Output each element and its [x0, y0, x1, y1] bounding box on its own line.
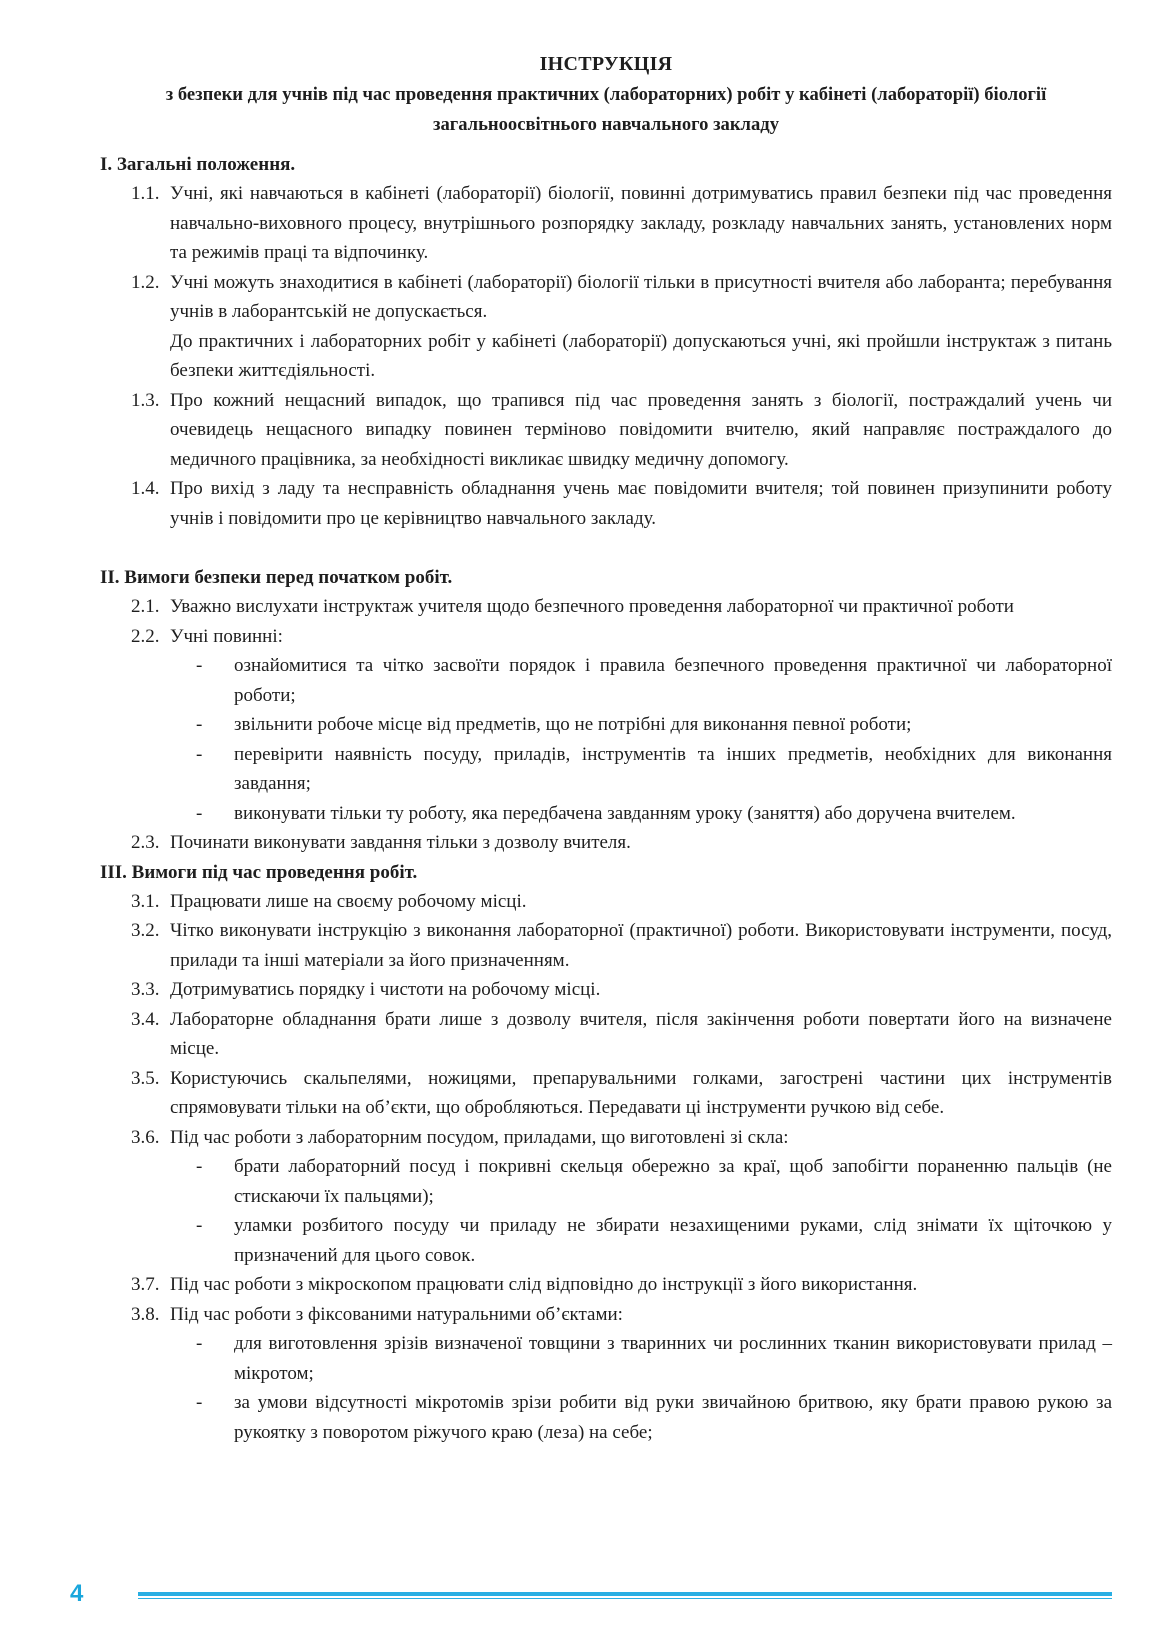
clause-number: 1.4. [131, 478, 160, 499]
bullet-item [100, 799, 1112, 829]
bullet-item [100, 710, 1112, 740]
bullet-dash: - [196, 1333, 203, 1354]
section-heading: I. Загальні положення. [100, 154, 296, 175]
page-number: 4 [70, 1580, 84, 1607]
clause-text: Під час роботи з мікроскопом працювати слід відповідно до інструкції з його використання. [170, 1274, 918, 1295]
clause-item [100, 828, 1112, 858]
clause-text-continued: До практичних і лабораторних робіт у кабінеті (лабораторії) допускаються учні, які пройшли інструктаж з питань безпеки життєдіяльності. [170, 330, 1112, 381]
clause-text: Починати виконувати завдання тільки з дозволу вчителя. [170, 832, 631, 853]
bullet-dash: - [196, 1156, 203, 1177]
clause-item [100, 1005, 1112, 1064]
footer-rule-thin [138, 1598, 1112, 1599]
bullet-text: виконувати тільки ту роботу, яка передбачена завданням уроку (заняття) або доручена вчителем. [234, 802, 1016, 824]
bullet-dash: - [196, 1392, 203, 1413]
clause-item [100, 1270, 1112, 1300]
clause-number: 3.7. [131, 1274, 160, 1295]
clause-text: Під час роботи з фіксованими натуральними об’єктами: [170, 1303, 623, 1325]
clause-text: Про кожний нещасний випадок, що трапився під час проведення занять з біології, постраждалий учень чи очевидець нещасного випадку повинен терміново повідомити вчителю, який направляє постраждалого до медичного працівника, за необхідності викликає швидку медичну допомогу. [170, 389, 1112, 470]
clause-item [100, 386, 1112, 475]
bullet-text: за умови відсутності мікротомів зрізи робити від руки звичайною бритвою, яку брати правою рукою за рукоятку з поворотом ріжучого краю (леза) на себе; [234, 1392, 1112, 1443]
clause-number: 3.8. [131, 1303, 160, 1325]
bullet-text: ознайомитися та чітко засвоїти порядок і правила безпечного проведення практичної чи лабораторної роботи; [234, 655, 1112, 706]
bullet-dash: - [196, 1215, 203, 1236]
clause-item [100, 474, 1112, 533]
clause-number: 3.4. [131, 1008, 160, 1030]
footer-rule [138, 1592, 1112, 1596]
subtitle-line-1: з безпеки для учнів під час проведення практичних (лабораторних) робіт у кабінеті (лабораторії) біології [165, 84, 1047, 105]
clause-item [100, 268, 1112, 386]
bullet-text: для виготовлення зрізів визначеної товщини з тваринних чи рослинних тканин використовувати прилад – мікротом; [234, 1333, 1112, 1384]
document-subtitle [100, 80, 1112, 140]
clause-text: Уважно вислухати інструктаж учителя щодо безпечного проведення лабораторної чи практичної роботи [170, 596, 1014, 617]
clause-text: Працювати лише на своєму робочому місці. [170, 890, 527, 912]
bullet-item [100, 1211, 1112, 1270]
bullet-text: перевірити наявність посуду, приладів, інструментів та інших предметів, необхідних для виконання завдання; [234, 743, 1112, 794]
clause-item [100, 975, 1112, 1005]
bullet-dash: - [196, 714, 203, 735]
clause-text: Про вихід з ладу та несправність обладнання учень має повідомити вчителя; той повинен призупинити роботу учнів і повідомити про це керівництво навчального закладу. [170, 478, 1112, 529]
clause-number: 2.3. [131, 832, 160, 853]
bullet-item [100, 1329, 1112, 1388]
bullet-list [100, 1152, 1112, 1270]
clause-number: 3.6. [131, 1126, 160, 1148]
document-page [100, 50, 1112, 1447]
sections-container [100, 150, 1112, 1447]
clause-item [100, 1123, 1112, 1153]
clause-item [100, 179, 1112, 268]
clause-number: 1.1. [131, 183, 160, 204]
clause-text: Чітко виконувати інструкцію з виконання лабораторної (практичної) роботи. Використовувати інструменти, посуд, прилади та інші матеріали за його призначенням. [170, 920, 1112, 971]
bullet-item [100, 651, 1112, 710]
section-heading: III. Вимоги під час проведення робіт. [100, 861, 418, 883]
clause-text: Під час роботи з лабораторним посудом, приладами, що виготовлені зі скла: [170, 1126, 789, 1148]
document-title: ІНСТРУКЦІЯ [539, 53, 673, 75]
bullet-text: брати лабораторний посуд і покривні скельця обережно за краї, щоб запобігти пораненню пальців (не стискаючи їх пальцями); [234, 1156, 1112, 1207]
clause-item [100, 1300, 1112, 1330]
clause-text: Лабораторне обладнання брати лише з дозволу вчителя, після закінчення роботи повертати його на визначене місце. [170, 1008, 1112, 1059]
section-heading: II. Вимоги безпеки перед початком робіт. [100, 567, 453, 588]
clause-text: Учні, які навчаються в кабінеті (лабораторії) біології, повинні дотримуватись правил безпеки під час проведення навчально-виховного процесу, внутрішнього розпорядку закладу, розкладу навчальних занять, установлених норм та режимів праці та відпочинку. [170, 183, 1112, 263]
clause-item [100, 887, 1112, 917]
clause-number: 3.3. [131, 979, 160, 1000]
clause-number: 1.3. [131, 389, 160, 411]
bullet-dash: - [196, 743, 203, 765]
bullet-list [100, 651, 1112, 828]
bullet-text: звільнити робоче місце від предметів, що не потрібні для виконання певної роботи; [234, 714, 912, 735]
clause-number: 3.2. [131, 920, 160, 941]
subtitle-line-2: загальноосвітнього навчального закладу [432, 114, 779, 135]
clause-text: Користуючись скальпелями, ножицями, препарувальними голками, загострені частини цих інструментів спрямовувати тільки на об’єкти, що обробляються. Передавати ці інструменти ручкою від себе. [170, 1067, 1112, 1118]
clause-text: Дотримуватись порядку і чистоти на робочому місці. [170, 979, 601, 1000]
clause-text: Учні можуть знаходитися в кабінеті (лабораторії) біології тільки в присутності вчителя або лаборанта; перебування учнів в лаборантській не допускається. [170, 271, 1112, 322]
clause-number: 3.1. [131, 890, 160, 912]
clause-number: 2.1. [131, 596, 160, 617]
bullet-text: уламки розбитого посуду чи приладу не збирати незахищеними руками, слід знімати їх щіточкою у призначений для цього совок. [234, 1215, 1112, 1266]
bullet-item [100, 740, 1112, 799]
clause-number: 3.5. [131, 1067, 160, 1089]
clause-number: 1.2. [131, 271, 160, 293]
bullet-item [100, 1152, 1112, 1211]
bullet-item [100, 1388, 1112, 1447]
clause-item [100, 592, 1112, 622]
clause-number: 2.2. [131, 625, 160, 647]
bullet-dash: - [196, 802, 203, 824]
clause-item [100, 1064, 1112, 1123]
clause-item [100, 916, 1112, 975]
clause-item [100, 622, 1112, 652]
clause-text: Учні повинні: [170, 625, 283, 647]
bullet-dash: - [196, 655, 203, 676]
bullet-list [100, 1329, 1112, 1447]
